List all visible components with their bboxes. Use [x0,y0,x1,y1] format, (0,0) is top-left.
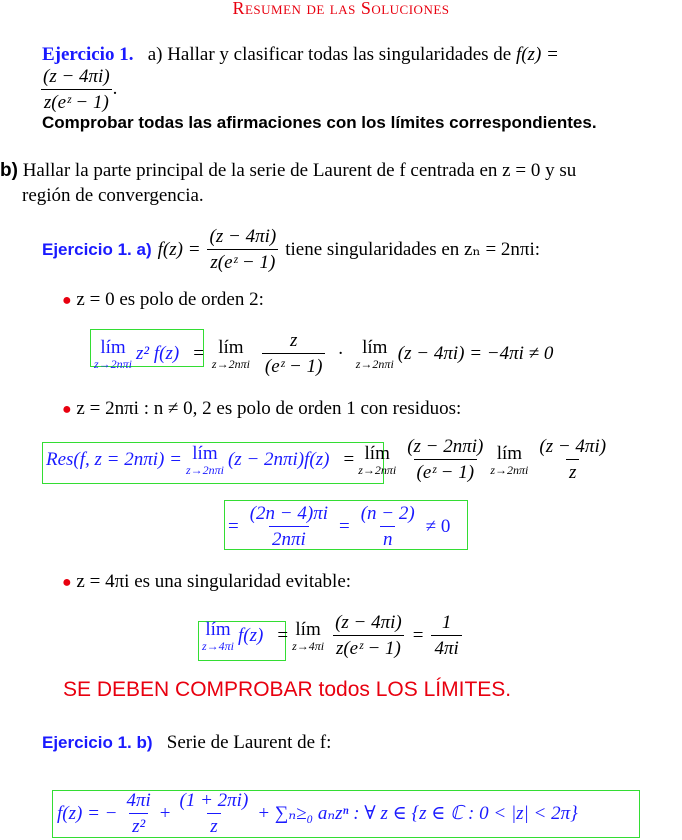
frac-num: (z − 2nπi) [407,436,484,457]
frac-den: z² [129,813,148,838]
lim-sub: z→2nπi [94,356,133,371]
frac-den: z(eᶻ − 1) [333,635,404,660]
frac-num: 1 [441,612,452,633]
lim-sub: z→2nπi [490,462,529,477]
lhs: f(z) = − [57,802,118,824]
residue-result [228,503,450,551]
limit-expression-3 [202,612,462,660]
fz: f(z) = [157,238,201,260]
frac-den: z [566,459,579,484]
expr-tail: (z − 4πi) = −4πi ≠ 0 [397,342,554,364]
item-pole-order-2 [62,289,264,311]
part-b-text: Hallar la parte principal de la serie de Laurent de f centrada en z = 0 y su [22,160,577,181]
frac-den: (eᶻ − 1) [414,459,478,484]
dot: · [337,342,344,364]
lim-sub: z→2nπi [211,356,250,371]
statement-line1 [42,44,559,66]
statement-fraction [40,66,117,114]
solution-a-label: Ejercicio 1. a) [42,239,152,259]
laurent-series [57,790,578,838]
lim: lím [218,336,244,358]
frac-num: (z − 4πi) [335,612,402,633]
lim-sub: z→4πi [202,638,235,653]
lim-sub: z→2nπi [358,462,397,477]
neq: ≠ 0 [425,515,451,537]
lim: lím [362,336,388,358]
boxed-expr: z² f(z) [136,342,180,364]
frac-num: (z − 4πi) [209,226,277,247]
item-text: z = 4πi es una singularidad evitable: [76,571,352,592]
verify-instruction: Comprobar todas las afirmaciones con los límites correspondientes. [42,113,597,132]
item-pole-order-1 [62,398,461,420]
lim-sub: z→2nπi [355,356,394,371]
eq: = [277,624,289,646]
eq: = [193,342,204,364]
part-b-line2: región de convergencia. [22,185,204,206]
lim-sub: z→4πi [292,638,325,653]
lim-sub: z→2nπi [185,462,224,477]
frac-den: 4πi [431,635,461,660]
solution-b-line [42,732,331,754]
item-text: z = 2nπi : n ≠ 0, 2 es polo de orden 1 con residuos: [76,398,462,419]
limit-expression-1 [94,330,553,378]
eq: = [412,624,424,646]
solution-a-line [42,226,540,274]
series-tail: + ∑ₙ≥₀ aₙzⁿ : ∀ z ∈ {z ∈ ℂ : 0 < |z| < 2π} [257,803,578,825]
eq: = [343,448,355,470]
lim: lím [192,442,218,464]
solution-b-label: Ejercicio 1. b) [42,733,153,752]
laurent-text: Serie de Laurent de f: [166,732,332,753]
frac-den: n [380,526,396,551]
residue-tail: (z − 2nπi)f(z) [227,448,330,470]
frac-den: z(eᶻ − 1) [41,89,112,114]
frac-num: (z − 4πi) [43,66,110,87]
item-text: z = 0 es polo de orden 2: [76,289,264,310]
frac-num: 4πi [126,790,151,811]
lim: lím [205,618,231,640]
frac-num: z [289,330,298,351]
lim: lím [100,336,126,358]
part-b-line1 [0,160,576,182]
singularities-text: tiene singularidades en zₙ = 2nπi: [285,239,541,261]
frac-num: (z − 4πi) [539,436,607,457]
page-header: Resumen de las Soluciones [232,0,450,18]
bullet-icon: ● [62,574,72,591]
frac-den: 2nπi [269,526,309,551]
lim: lím [496,442,523,464]
bullet-icon: ● [62,401,72,418]
frac-num: (2n − 4)πi [249,503,328,524]
item-removable [62,571,351,593]
warning-text: SE DEBEN COMPROBAR todos LOS LÍMITES. [63,678,512,701]
residue-expression [46,436,609,484]
exercise-label: Ejercicio 1. [42,44,134,65]
frac-den: (eᶻ − 1) [262,353,326,378]
plus: + [159,802,171,824]
frac-den: z [207,813,220,838]
part-a-text: a) Hallar y clasificar todas las singularidades de [147,44,512,65]
lim: lím [295,618,321,640]
period: . [112,78,118,100]
bullet-icon: ● [62,292,72,309]
lim: lím [364,442,390,464]
fz-def: f(z) = [515,44,559,65]
eq: = [228,515,239,537]
part-b-label: b) [0,160,18,181]
frac-num: (n − 2) [360,503,415,524]
residue-label: Res(f, z = 2nπi) = [46,448,182,470]
frac-den: z(eᶻ − 1) [207,249,278,274]
frac-num: (1 + 2πi) [179,790,249,811]
boxed-expr: f(z) [238,624,264,646]
eq: = [339,515,350,537]
